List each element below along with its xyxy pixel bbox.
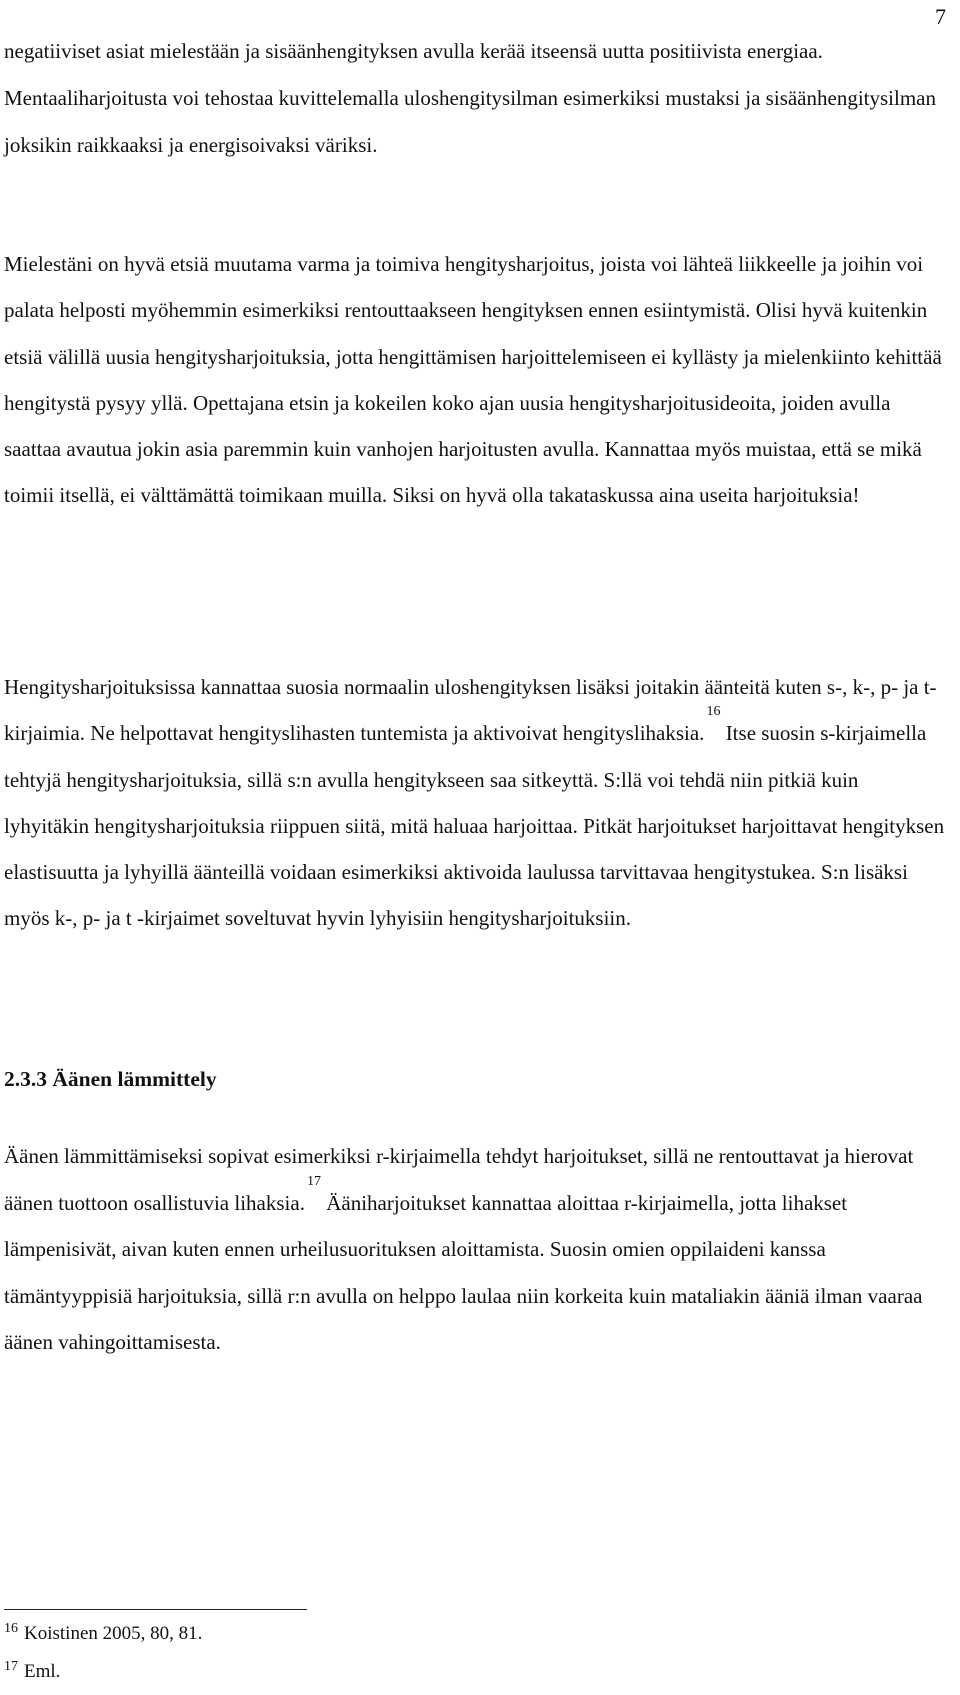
paragraph-breathing-exercises: Mielestäni on hyvä etsiä muutama varma ja toimiva hengitysharjoitus, joista voi lähteä liikkeelle ja joihin voi palata helposti myöhemmin esimerkiksi rentouttaakseen hengityksen ennen esiintymistä. Olisi hyvä kuitenkin etsiä välillä uusia hengitysharjoituksia, jotta hengittämisen harjoittelemiseen ei kyllästy ja mielenkiinto kehittää hengitystä pysyy yllä. Opettajana etsin ja kokeilen koko ajan uusia hengitysharjoitusideoita, joiden avulla saattaa avautua jokin asia paremmin kuin vanhojen harjoitusten avulla. Kannattaa myös muistaa, että se mikä toimii itsellä, ei välttämättä toimikaan muilla. Siksi on hyvä olla takataskussa aina useita harjoituksia! (4, 252, 942, 508)
page-number: 7 (935, 4, 946, 29)
paragraph-text: Hengitysharjoituksissa kannattaa suosia normaalin uloshengityksen lisäksi joitakin äänteitä kuten s-, k-, p- ja t-kirjaimia. Ne helpottavat hengityslihasten tuntemista ja aktivoivat hengityslihaksia. (4, 675, 937, 746)
footnote-reference: 17 (306, 1173, 321, 1189)
section-heading: 2.3.3 Äänen lämmittely (4, 1067, 217, 1091)
footnote-number: 17 (4, 1659, 18, 1674)
footnote-text: Eml. (24, 1661, 61, 1682)
footnote-reference: 16 (706, 704, 721, 720)
paragraph-text: Itse suosin s-kirjaimella tehtyjä hengitysharjoituksia, sillä s:n avulla hengitykseen saa sitkeyttä. S:llä voi tehdä niin pitkiä kuin lyhyitäkin hengitysharjoituksia riippuen siitä, mitä haluaa harjoittaa. Pitkät harjoitukset harjoittavat hengityksen elastisuutta ja lyhyillä äänteillä voidaan esimerkiksi aktivoida laulussa tarvittavaa hengitystukea. S:n lisäksi myös k-, p- ja t -kirjaimet soveltuvat hyvin lyhyisiin hengitysharjoituksiin. (4, 721, 945, 931)
footnote-divider (4, 1609, 307, 1610)
footnote-number: 16 (4, 1621, 18, 1636)
footnote-text: Koistinen 2005, 80, 81. (24, 1623, 203, 1644)
paragraph-mental-exercise: negatiiviset asiat mielestään ja sisäänhengityksen avulla kerää itseensä uutta positiivista energiaa. Mentaaliharjoitusta voi tehostaa kuvittelemalla uloshengitysilman esimerkiksi mustaksi ja sisäänhengitysilman joksikin raikkaaksi ja energisoivaksi väriksi. (4, 39, 936, 157)
paragraph-text: Äänen lämmittämiseksi sopivat esimerkiksi r-kirjaimella tehdyt harjoitukset, sillä ne rentouttavat ja hierovat äänen tuottoon osallistuvia lihaksia. (4, 1144, 914, 1215)
paragraph-text: Ääniharjoitukset kannattaa aloittaa r-kirjaimella, jotta lihakset lämpenisivät, aivan kuten ennen urheilusuorituksen aloittamista. Suosin omien oppilaideni kanssa tämäntyyppisiä harjoituksia, sillä r:n avulla on helppo laulaa niin korkeita kuin mataliakin ääniä ilman vaaraa äänen vahingoittamisesta. (4, 1190, 923, 1355)
paragraph-voice-warmup (4, 1133, 946, 1366)
paragraph-consonant-exercises (4, 664, 946, 942)
footnote (4, 1622, 202, 1646)
footnote (4, 1660, 60, 1684)
